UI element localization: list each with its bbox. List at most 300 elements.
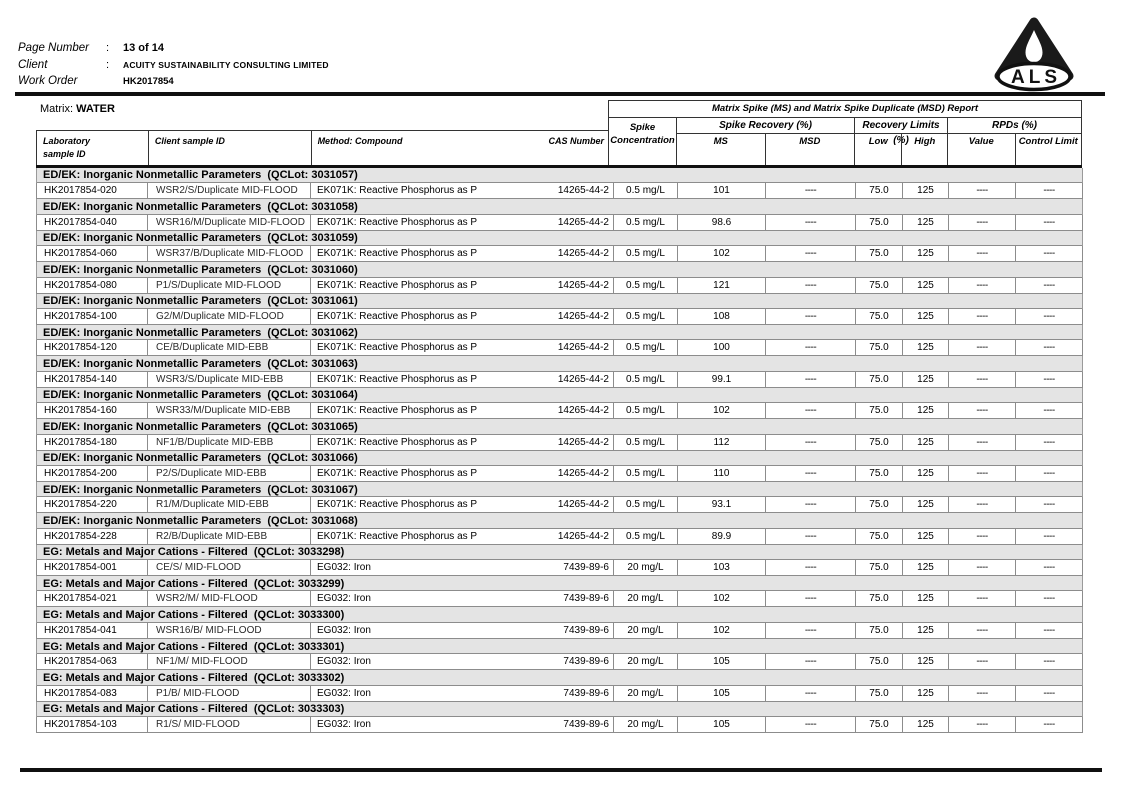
- table-row: [37, 277, 1083, 293]
- svg-text:ALS: ALS: [1011, 67, 1061, 88]
- msd-recovery-cell: ----: [766, 340, 856, 356]
- qc-lot-section-row: [37, 356, 1083, 371]
- spike-concentration-cell: 0.5 mg/L: [614, 246, 678, 262]
- ms-recovery-cell: 105: [678, 717, 766, 733]
- spike-concentration-cell: 20 mg/L: [614, 654, 678, 670]
- qc-lot-section-row: [37, 324, 1083, 339]
- rpd-control-limit-cell: ----: [1016, 560, 1083, 576]
- client-sample-id-cell: WSR16/B/ MID-FLOOD: [148, 622, 311, 638]
- page-number-row: [18, 42, 164, 54]
- qc-lot-section-label: ED/EK: Inorganic Nonmetallic Parameters (QCLot: 3031067): [37, 481, 1083, 496]
- ms-recovery-cell: 100: [678, 340, 766, 356]
- method-compound-text: EK071K: Reactive Phosphorus as P: [317, 216, 478, 228]
- high-limit-cell: 125: [903, 277, 949, 293]
- high-limit-cell: 125: [903, 717, 949, 733]
- qc-lot-section-row: [37, 513, 1083, 528]
- rpd-control-limit-cell: ----: [1016, 622, 1083, 638]
- low-limit-cell: 75.0: [856, 685, 903, 701]
- qc-lot-section-row: [37, 199, 1083, 214]
- low-limit-cell: 75.0: [856, 560, 903, 576]
- msd-recovery-cell: ----: [766, 246, 856, 262]
- rpd-value-cell: ----: [949, 214, 1016, 230]
- low-limit-cell: 75.0: [856, 497, 903, 513]
- table-row: [37, 246, 1083, 262]
- page-number-label: Page Number: [18, 42, 89, 54]
- method-compound-cell: [311, 277, 614, 293]
- qc-lot-section-label: ED/EK: Inorganic Nonmetallic Parameters (QCLot: 3031068): [37, 513, 1083, 528]
- column-header-ms: MS: [713, 136, 728, 147]
- high-limit-cell: 125: [903, 560, 949, 576]
- msd-recovery-cell: ----: [766, 685, 856, 701]
- matrix-label: Matrix:: [40, 103, 73, 115]
- rpd-value-cell: ----: [949, 308, 1016, 324]
- high-limit-cell: 125: [903, 685, 949, 701]
- rpd-value-cell: ----: [949, 560, 1016, 576]
- method-compound-text: EG032: Iron: [317, 593, 371, 605]
- rpd-value-cell: ----: [949, 403, 1016, 419]
- ms-recovery-cell: 89.9: [678, 528, 766, 544]
- method-compound-text: EG032: Iron: [317, 687, 371, 699]
- low-limit-cell: 75.0: [856, 622, 903, 638]
- high-limit-cell: 125: [903, 183, 949, 199]
- client-sample-id-cell: P2/S/Duplicate MID-EBB: [148, 465, 311, 481]
- msd-recovery-cell: ----: [766, 717, 856, 733]
- table-row: [37, 340, 1083, 356]
- qc-lot-section-row: [37, 607, 1083, 622]
- msd-recovery-cell: ----: [766, 560, 856, 576]
- cas-number-text: 14265-44-2: [557, 279, 609, 291]
- qc-lot-section-row: [37, 576, 1083, 591]
- high-limit-cell: 125: [903, 622, 949, 638]
- low-limit-cell: 75.0: [856, 654, 903, 670]
- qc-lot-section-row: [37, 419, 1083, 434]
- qc-lot-section-label: ED/EK: Inorganic Nonmetallic Parameters (QCLot: 3031059): [37, 230, 1083, 245]
- rpd-value-cell: ----: [949, 622, 1016, 638]
- msd-recovery-cell: ----: [766, 308, 856, 324]
- client-sample-id-cell: CE/B/Duplicate MID-EBB: [148, 340, 311, 356]
- rpd-value-cell: ----: [949, 528, 1016, 544]
- spike-concentration-cell: 0.5 mg/L: [614, 371, 678, 387]
- method-compound-cell: [311, 434, 614, 450]
- table-row: [37, 654, 1083, 670]
- spike-concentration-cell: 0.5 mg/L: [614, 497, 678, 513]
- high-limit-cell: 125: [903, 465, 949, 481]
- rpd-control-limit-cell: ----: [1016, 183, 1083, 199]
- client-sample-id-cell: P1/S/Duplicate MID-FLOOD: [148, 277, 311, 293]
- table-row: [37, 214, 1083, 230]
- ms-recovery-cell: 98.6: [678, 214, 766, 230]
- spike-concentration-cell: 0.5 mg/L: [614, 465, 678, 481]
- method-compound-text: EK071K: Reactive Phosphorus as P: [317, 530, 478, 542]
- low-limit-cell: 75.0: [856, 277, 903, 293]
- lab-sample-id-cell: HK2017854-180: [37, 434, 148, 450]
- ms-recovery-cell: 102: [678, 246, 766, 262]
- method-compound-text: EG032: Iron: [317, 719, 371, 731]
- qc-lot-section-label: EG: Metals and Major Cations - Filtered (QCLot: 3033299): [37, 576, 1083, 591]
- client-row: [18, 59, 329, 71]
- low-limit-cell: 75.0: [856, 340, 903, 356]
- msd-recovery-cell: ----: [766, 465, 856, 481]
- lab-sample-id-cell: HK2017854-160: [37, 403, 148, 419]
- high-limit-cell: 125: [903, 308, 949, 324]
- high-limit-cell: 125: [903, 591, 949, 607]
- high-limit-cell: 125: [903, 214, 949, 230]
- method-compound-cell: [311, 528, 614, 544]
- client-sample-id-cell: WSR3/S/Duplicate MID-EBB: [148, 371, 311, 387]
- rpd-value-cell: ----: [949, 591, 1016, 607]
- method-compound-cell: [311, 560, 614, 576]
- ms-recovery-cell: 105: [678, 685, 766, 701]
- ms-recovery-cell: 93.1: [678, 497, 766, 513]
- rpd-value-cell: ----: [949, 277, 1016, 293]
- column-header-lab-sample-id: Laboratory sample ID: [43, 136, 91, 159]
- rpd-control-limit-cell: ----: [1016, 528, 1083, 544]
- method-compound-cell: [311, 654, 614, 670]
- cas-number-text: 14265-44-2: [557, 373, 609, 385]
- table-row: [37, 685, 1083, 701]
- method-compound-cell: [311, 685, 614, 701]
- low-limit-cell: 75.0: [856, 308, 903, 324]
- table-row: [37, 528, 1083, 544]
- cas-number-text: 14265-44-2: [557, 405, 609, 417]
- lab-sample-id-cell: HK2017854-228: [37, 528, 148, 544]
- table-row: [37, 622, 1083, 638]
- table-row: [37, 183, 1083, 199]
- cas-number-text: 14265-44-2: [557, 530, 609, 542]
- report-title: Matrix Spike (MS) and Matrix Spike Duplicate (MSD) Report: [609, 101, 1081, 118]
- method-compound-text: EG032: Iron: [317, 624, 371, 636]
- low-limit-cell: 75.0: [856, 434, 903, 450]
- client-separator: :: [106, 59, 110, 71]
- qc-lot-section-label: EG: Metals and Major Cations - Filtered (QCLot: 3033300): [37, 607, 1083, 622]
- spike-concentration-cell: 20 mg/L: [614, 717, 678, 733]
- ms-recovery-cell: 102: [678, 622, 766, 638]
- high-limit-cell: 125: [903, 497, 949, 513]
- client-sample-id-cell: R1/M/Duplicate MID-EBB: [148, 497, 311, 513]
- table-row: [37, 560, 1083, 576]
- rpd-control-limit-cell: ----: [1016, 497, 1083, 513]
- high-limit-cell: 125: [903, 434, 949, 450]
- method-compound-cell: [311, 340, 614, 356]
- cas-number-text: 7439-89-6: [563, 593, 609, 605]
- method-compound-cell: [311, 497, 614, 513]
- rpd-control-limit-cell: ----: [1016, 591, 1083, 607]
- column-group-spike-recovery: Spike Recovery (%): [677, 118, 854, 134]
- ms-recovery-cell: 101: [678, 183, 766, 199]
- method-compound-cell: [311, 465, 614, 481]
- table-row: [37, 434, 1083, 450]
- cas-number-text: 7439-89-6: [563, 719, 609, 731]
- table-row: [37, 465, 1083, 481]
- spike-report-header-box: [608, 100, 1082, 165]
- method-compound-text: EK071K: Reactive Phosphorus as P: [317, 342, 478, 354]
- ms-recovery-cell: 102: [678, 591, 766, 607]
- method-compound-cell: [311, 622, 614, 638]
- rpd-control-limit-cell: ----: [1016, 465, 1083, 481]
- column-header-low: Low: [868, 136, 888, 147]
- lab-sample-id-cell: HK2017854-220: [37, 497, 148, 513]
- cas-number-text: 7439-89-6: [563, 624, 609, 636]
- qc-lot-section-row: [37, 638, 1083, 653]
- lab-sample-id-cell: HK2017854-083: [37, 685, 148, 701]
- cas-number-text: 7439-89-6: [563, 656, 609, 668]
- method-compound-text: EK071K: Reactive Phosphorus as P: [317, 436, 478, 448]
- page-number-separator: :: [106, 42, 110, 54]
- msd-recovery-cell: ----: [766, 183, 856, 199]
- rpd-control-limit-cell: ----: [1016, 434, 1083, 450]
- column-header-client-sample-id: Client sample ID: [148, 131, 311, 165]
- qc-lot-section-row: [37, 293, 1083, 308]
- rpd-control-limit-cell: ----: [1016, 214, 1083, 230]
- column-header-control-limit: Control Limit: [1015, 134, 1082, 165]
- lab-sample-id-cell: HK2017854-021: [37, 591, 148, 607]
- method-compound-text: EK071K: Reactive Phosphorus as P: [317, 405, 478, 417]
- lab-sample-id-cell: HK2017854-140: [37, 371, 148, 387]
- rpd-value-cell: ----: [949, 183, 1016, 199]
- msd-recovery-cell: ----: [766, 497, 856, 513]
- method-compound-cell: [311, 403, 614, 419]
- qc-lot-section-label: EG: Metals and Major Cations - Filtered (QCLot: 3033301): [37, 638, 1083, 653]
- lab-sample-id-cell: HK2017854-120: [37, 340, 148, 356]
- low-limit-cell: 75.0: [856, 591, 903, 607]
- spike-concentration-cell: 20 mg/L: [614, 560, 678, 576]
- msd-recovery-cell: ----: [766, 434, 856, 450]
- cas-number-text: 14265-44-2: [557, 467, 609, 479]
- qc-lot-section-label: ED/EK: Inorganic Nonmetallic Parameters (QCLot: 3031057): [37, 168, 1083, 183]
- qc-lot-section-row: [37, 387, 1083, 402]
- rpd-control-limit-cell: ----: [1016, 308, 1083, 324]
- table-body: [37, 168, 1083, 733]
- msd-recovery-cell: ----: [766, 622, 856, 638]
- qc-lot-section-label: ED/EK: Inorganic Nonmetallic Parameters (QCLot: 3031061): [37, 293, 1083, 308]
- low-limit-cell: 75.0: [856, 183, 903, 199]
- lab-sample-id-cell: HK2017854-063: [37, 654, 148, 670]
- msd-recovery-cell: ----: [766, 403, 856, 419]
- column-group-rpds: RPDs (%): [948, 118, 1081, 134]
- rpd-value-cell: ----: [949, 497, 1016, 513]
- qc-lot-section-label: EG: Metals and Major Cations - Filtered (QCLot: 3033298): [37, 544, 1083, 559]
- table-row: [37, 591, 1083, 607]
- low-limit-cell: 75.0: [856, 214, 903, 230]
- client-sample-id-cell: G2/M/Duplicate MID-FLOOD: [148, 308, 311, 324]
- column-header-rpd-value: Value: [968, 136, 994, 147]
- qc-lot-section-row: [37, 544, 1083, 559]
- rpd-control-limit-cell: ----: [1016, 717, 1083, 733]
- msd-recovery-cell: ----: [766, 654, 856, 670]
- ms-recovery-cell: 102: [678, 403, 766, 419]
- method-compound-cell: [311, 214, 614, 230]
- lab-sample-id-cell: HK2017854-200: [37, 465, 148, 481]
- table-row: [37, 371, 1083, 387]
- table-row: [37, 497, 1083, 513]
- method-compound-text: EK071K: Reactive Phosphorus as P: [317, 248, 478, 260]
- high-limit-cell: 125: [903, 246, 949, 262]
- msd-recovery-cell: ----: [766, 591, 856, 607]
- client-sample-id-cell: CE/S/ MID-FLOOD: [148, 560, 311, 576]
- header-divider-rule: [15, 92, 1105, 96]
- rpd-control-limit-cell: ----: [1016, 685, 1083, 701]
- column-header-cas-number: CAS Number: [548, 136, 605, 146]
- method-compound-text: EK071K: Reactive Phosphorus as P: [317, 373, 478, 385]
- qc-lot-section-row: [37, 450, 1083, 465]
- spike-concentration-cell: 0.5 mg/L: [614, 214, 678, 230]
- cas-number-text: 7439-89-6: [563, 687, 609, 699]
- spike-concentration-cell: 20 mg/L: [614, 622, 678, 638]
- lab-sample-id-cell: HK2017854-001: [37, 560, 148, 576]
- table-row: [37, 717, 1083, 733]
- spike-concentration-cell: 0.5 mg/L: [614, 308, 678, 324]
- qc-lot-section-row: [37, 481, 1083, 496]
- ms-recovery-cell: 110: [678, 465, 766, 481]
- low-limit-cell: 75.0: [856, 403, 903, 419]
- rpd-value-cell: ----: [949, 371, 1016, 387]
- high-limit-cell: 125: [903, 340, 949, 356]
- method-compound-text: EK071K: Reactive Phosphorus as P: [317, 310, 478, 322]
- low-limit-cell: 75.0: [856, 528, 903, 544]
- page-bottom-rule: [20, 768, 1102, 772]
- qc-lot-section-label: ED/EK: Inorganic Nonmetallic Parameters (QCLot: 3031066): [37, 450, 1083, 465]
- spike-concentration-cell: 0.5 mg/L: [614, 403, 678, 419]
- lab-sample-id-cell: HK2017854-060: [37, 246, 148, 262]
- client-sample-id-cell: WSR2/S/Duplicate MID-FLOOD: [148, 183, 311, 199]
- als-logo-icon: [988, 12, 1080, 92]
- ms-recovery-cell: 112: [678, 434, 766, 450]
- work-order-row: [18, 75, 174, 87]
- qc-lot-section-row: [37, 701, 1083, 716]
- rpd-control-limit-cell: ----: [1016, 340, 1083, 356]
- client-label: Client: [18, 59, 48, 71]
- column-header-msd: MSD: [765, 134, 855, 165]
- client-sample-id-cell: NF1/B/Duplicate MID-EBB: [148, 434, 311, 450]
- client-sample-id-cell: WSR2/M/ MID-FLOOD: [148, 591, 311, 607]
- rpd-value-cell: ----: [949, 465, 1016, 481]
- low-limit-cell: 75.0: [856, 717, 903, 733]
- client-value: ACUITY SUSTAINABILITY CONSULTING LIMITED: [123, 60, 329, 70]
- ms-recovery-cell: 105: [678, 654, 766, 670]
- spike-concentration-cell: 0.5 mg/L: [614, 528, 678, 544]
- low-limit-cell: 75.0: [856, 371, 903, 387]
- method-compound-cell: [311, 717, 614, 733]
- low-limit-cell: 75.0: [856, 465, 903, 481]
- column-header-high: High: [901, 134, 947, 165]
- msd-recovery-cell: ----: [766, 214, 856, 230]
- results-grid: [36, 168, 1083, 734]
- page-number-value: 13 of 14: [123, 42, 164, 54]
- msd-recovery-cell: ----: [766, 277, 856, 293]
- rpd-value-cell: ----: [949, 434, 1016, 450]
- work-order-value: HK2017854: [123, 76, 174, 87]
- cas-number-text: 7439-89-6: [563, 562, 609, 574]
- column-header-spike-concentration: Spike Concentration: [610, 122, 675, 146]
- lab-sample-id-cell: HK2017854-100: [37, 308, 148, 324]
- lab-sample-id-cell: HK2017854-020: [37, 183, 148, 199]
- qc-lot-section-label: ED/EK: Inorganic Nonmetallic Parameters (QCLot: 3031063): [37, 356, 1083, 371]
- method-compound-text: EG032: Iron: [317, 562, 371, 574]
- cas-number-text: 14265-44-2: [557, 216, 609, 228]
- rpd-value-cell: ----: [949, 717, 1016, 733]
- cas-number-text: 14265-44-2: [557, 342, 609, 354]
- ms-recovery-cell: 103: [678, 560, 766, 576]
- qc-lot-section-row: [37, 670, 1083, 685]
- rpd-control-limit-cell: ----: [1016, 277, 1083, 293]
- qc-lot-section-label: EG: Metals and Major Cations - Filtered (QCLot: 3033303): [37, 701, 1083, 716]
- client-sample-id-cell: R1/S/ MID-FLOOD: [148, 717, 311, 733]
- spike-concentration-cell: 20 mg/L: [614, 591, 678, 607]
- cas-number-text: 14265-44-2: [557, 436, 609, 448]
- spike-concentration-cell: 0.5 mg/L: [614, 340, 678, 356]
- spike-concentration-cell: 0.5 mg/L: [614, 277, 678, 293]
- ms-recovery-cell: 121: [678, 277, 766, 293]
- lab-sample-id-cell: HK2017854-080: [37, 277, 148, 293]
- qc-lot-section-label: ED/EK: Inorganic Nonmetallic Parameters (QCLot: 3031064): [37, 387, 1083, 402]
- rpd-value-cell: ----: [949, 685, 1016, 701]
- qc-lot-section-label: ED/EK: Inorganic Nonmetallic Parameters (QCLot: 3031060): [37, 262, 1083, 277]
- rpd-control-limit-cell: ----: [1016, 403, 1083, 419]
- qc-lot-section-label: ED/EK: Inorganic Nonmetallic Parameters (QCLot: 3031062): [37, 324, 1083, 339]
- qc-lot-section-label: ED/EK: Inorganic Nonmetallic Parameters (QCLot: 3031058): [37, 199, 1083, 214]
- qc-lot-section-row: [37, 168, 1083, 183]
- client-sample-id-cell: NF1/M/ MID-FLOOD: [148, 654, 311, 670]
- work-order-label: Work Order: [18, 75, 78, 87]
- client-sample-id-cell: WSR16/M/Duplicate MID-FLOOD: [148, 214, 311, 230]
- qc-lot-section-row: [37, 230, 1083, 245]
- cas-number-text: 14265-44-2: [557, 248, 609, 260]
- high-limit-cell: 125: [903, 371, 949, 387]
- rpd-value-cell: ----: [949, 340, 1016, 356]
- method-compound-text: EG032: Iron: [317, 656, 371, 668]
- method-compound-cell: [311, 183, 614, 199]
- rpd-control-limit-cell: ----: [1016, 246, 1083, 262]
- table-row: [37, 403, 1083, 419]
- method-compound-text: EK071K: Reactive Phosphorus as P: [317, 279, 478, 291]
- msd-recovery-cell: ----: [766, 371, 856, 387]
- table-row: [37, 308, 1083, 324]
- method-compound-cell: [311, 591, 614, 607]
- qc-lot-section-row: [37, 262, 1083, 277]
- spike-concentration-cell: 20 mg/L: [614, 685, 678, 701]
- qc-lot-section-label: ED/EK: Inorganic Nonmetallic Parameters (QCLot: 3031065): [37, 419, 1083, 434]
- rpd-control-limit-cell: ----: [1016, 371, 1083, 387]
- cas-number-text: 14265-44-2: [557, 185, 609, 197]
- high-limit-cell: 125: [903, 654, 949, 670]
- spike-concentration-cell: 0.5 mg/L: [614, 434, 678, 450]
- high-limit-cell: 125: [903, 403, 949, 419]
- matrix-line: [40, 103, 115, 115]
- high-limit-cell: 125: [903, 528, 949, 544]
- ms-recovery-cell: 108: [678, 308, 766, 324]
- column-group-recovery-limits: Recovery Limits (%): [855, 118, 947, 134]
- ms-recovery-cell: 99.1: [678, 371, 766, 387]
- matrix-value: WATER: [76, 103, 115, 115]
- cas-number-text: 14265-44-2: [557, 310, 609, 322]
- msd-recovery-cell: ----: [766, 528, 856, 544]
- method-compound-text: EK071K: Reactive Phosphorus as P: [317, 499, 478, 511]
- low-limit-cell: 75.0: [856, 246, 903, 262]
- method-compound-cell: [311, 246, 614, 262]
- spike-concentration-cell: 0.5 mg/L: [614, 183, 678, 199]
- method-compound-text: EK071K: Reactive Phosphorus as P: [317, 467, 478, 479]
- client-sample-id-cell: WSR37/B/Duplicate MID-FLOOD: [148, 246, 311, 262]
- column-header-method-compound: Method: Compound: [317, 136, 403, 146]
- client-sample-id-cell: P1/B/ MID-FLOOD: [148, 685, 311, 701]
- qc-lot-section-label: EG: Metals and Major Cations - Filtered (QCLot: 3033302): [37, 670, 1083, 685]
- lab-sample-id-cell: HK2017854-103: [37, 717, 148, 733]
- rpd-value-cell: ----: [949, 246, 1016, 262]
- sample-header-box: [36, 130, 608, 165]
- rpd-control-limit-cell: ----: [1016, 654, 1083, 670]
- client-sample-id-cell: R2/B/Duplicate MID-EBB: [148, 528, 311, 544]
- cas-number-text: 14265-44-2: [557, 499, 609, 511]
